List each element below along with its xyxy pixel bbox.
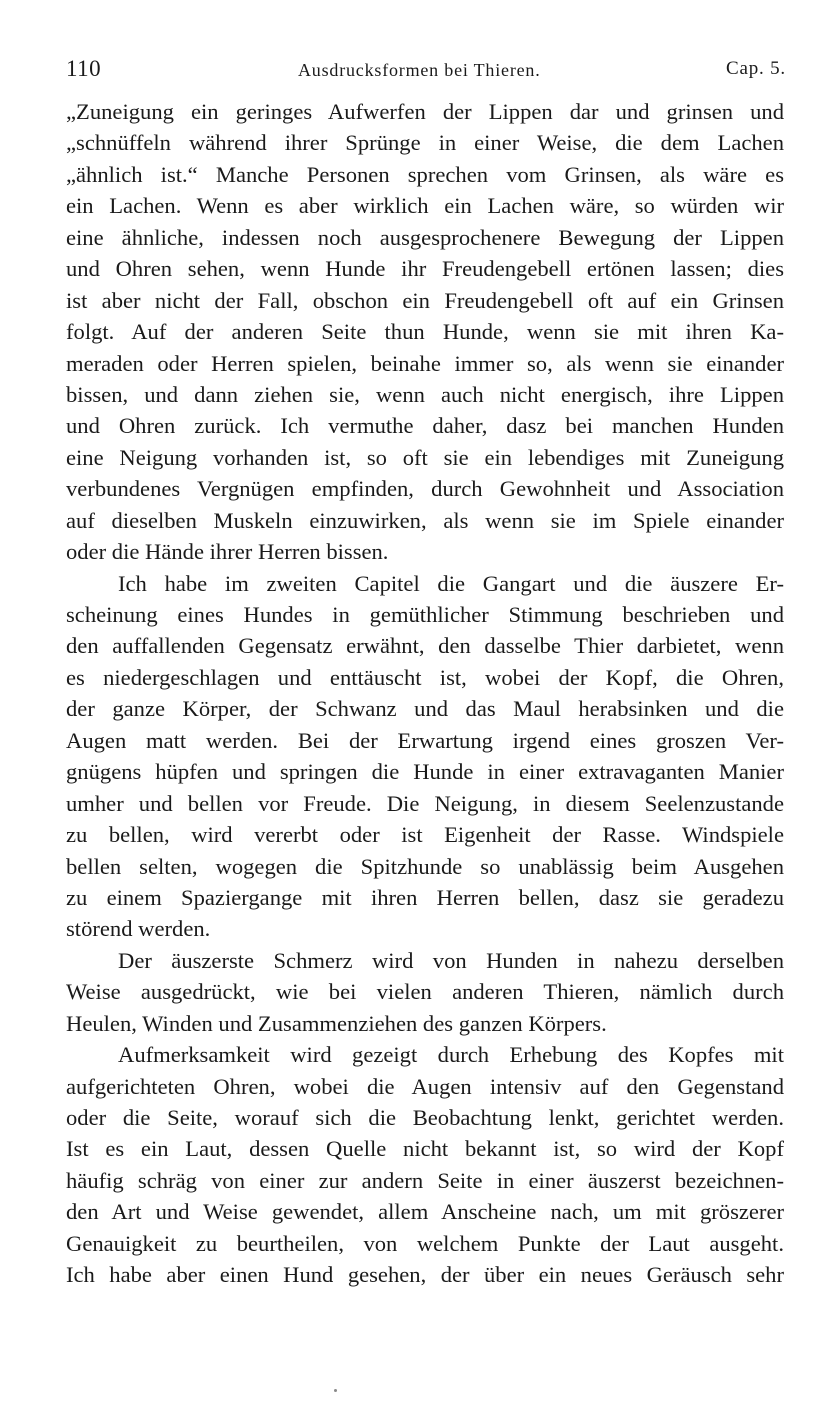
text-line: ein Lachen. Wenn es aber wirklich ein Lachen wäre, so würden wir <box>66 193 784 219</box>
text-line: scheinung eines Hundes in gemüthlicher Stimmung beschrieben und <box>66 602 784 627</box>
running-head <box>66 56 786 86</box>
text-line: es niedergeschlagen und enttäuscht ist, wobei der Kopf, die Ohren, <box>66 664 784 690</box>
text-line: eine ähnliche, indessen noch ausgesprochenere Bewegung der Lippen <box>66 224 784 250</box>
text-line: „Zuneigung ein geringes Aufwerfen der Lippen dar und grinsen und <box>66 99 784 124</box>
text-line: auf dieselben Muskeln einzuwirken, als wenn sie im Spiele einander <box>66 507 784 533</box>
text-line: meraden oder Herren spielen, beinahe immer so, als wenn sie einander <box>66 350 784 376</box>
text-line: bellen selten, wogegen die Spitzhunde so unablässig beim Ausgehen <box>66 853 784 879</box>
text-line: Weise ausgedrückt, wie bei vielen anderen Thieren, nämlich durch <box>66 979 784 1005</box>
text-line: Augen matt werden. Bei der Erwartung irgend eines groszen Ver- <box>66 727 784 753</box>
text-line: gnügens hüpfen und springen die Hunde in einer extravaganten Manier <box>66 759 784 785</box>
text-line: und Ohren zurück. Ich vermuthe daher, dasz bei manchen Hunden <box>66 413 784 439</box>
body-text <box>66 96 784 1291</box>
text-line: umher und bellen vor Freude. Die Neigung, in diesem Seelenzustande <box>66 790 784 816</box>
print-speck <box>334 1389 337 1392</box>
text-line: häufig schräg von einer zur andern Seite in einer äuszerst bezeichnen- <box>66 1167 784 1193</box>
text-line: oder die Seite, worauf sich die Beobachtung lenkt, gerichtet werden. <box>66 1105 784 1130</box>
text-line: und Ohren sehen, wenn Hunde ihr Freudengebell ertönen lassen; dies <box>66 256 784 282</box>
text-line: bissen, und dann ziehen sie, wenn auch nicht energisch, ihre Lippen <box>66 381 784 407</box>
chapter-label: Cap. 5. <box>726 58 786 79</box>
text-line: den auffallenden Gegensatz erwähnt, den dasselbe Thier darbietet, wenn <box>66 633 784 659</box>
text-line: aufgerichteten Ohren, wobei die Augen intensiv auf den Gegenstand <box>66 1073 784 1099</box>
paragraph-end-line: störend werden. <box>66 916 211 942</box>
paragraph-start-line: Aufmerksamkeit wird gezeigt durch Erhebung des Kopfes mit <box>118 1042 784 1068</box>
text-line: den Art und Weise gewendet, allem Anscheine nach, um mit gröszerer <box>66 1199 784 1225</box>
text-line: zu einem Spaziergange mit ihren Herren bellen, dasz sie geradezu <box>66 884 784 910</box>
text-line: der ganze Körper, der Schwanz und das Maul herabsinken und die <box>66 696 784 722</box>
text-line: eine Neigung vorhanden ist, so oft sie ein lebendiges mit Zuneigung <box>66 444 784 470</box>
text-line: verbundenes Vergnügen empfinden, durch Gewohnheit und Association <box>66 476 784 502</box>
paragraph-end-line: oder die Hände ihrer Herren bissen. <box>66 539 389 565</box>
running-title: Ausdrucksformen bei Thieren. <box>298 60 541 80</box>
page-number: 110 <box>66 56 102 81</box>
text-line: „schnüffeln während ihrer Sprünge in einer Weise, die dem Lachen <box>66 130 784 156</box>
text-line: zu bellen, wird vererbt oder ist Eigenheit der Rasse. Windspiele <box>66 822 784 848</box>
text-line: „ähnlich ist.“ Manche Personen sprechen vom Grinsen, als wäre es <box>66 161 784 187</box>
paragraph-start-line: Ich habe im zweiten Capitel die Gangart und die äuszere Er- <box>118 570 784 596</box>
paragraph-end-line: Heulen, Winden und Zusammenziehen des ganzen Körpers. <box>66 1010 607 1036</box>
text-line: Ich habe aber einen Hund gesehen, der über ein neues Geräusch sehr <box>66 1262 784 1288</box>
text-line: folgt. Auf der anderen Seite thun Hunde, wenn sie mit ihren Ka- <box>66 319 784 345</box>
text-line: Ist es ein Laut, dessen Quelle nicht bekannt ist, so wird der Kopf <box>66 1136 784 1162</box>
paragraph-start-line: Der äuszerste Schmerz wird von Hunden in nahezu derselben <box>118 947 784 973</box>
text-line: Genauigkeit zu beurtheilen, von welchem Punkte der Laut ausgeht. <box>66 1230 784 1256</box>
text-line: ist aber nicht der Fall, obschon ein Freudengebell oft auf ein Grinsen <box>66 287 784 313</box>
